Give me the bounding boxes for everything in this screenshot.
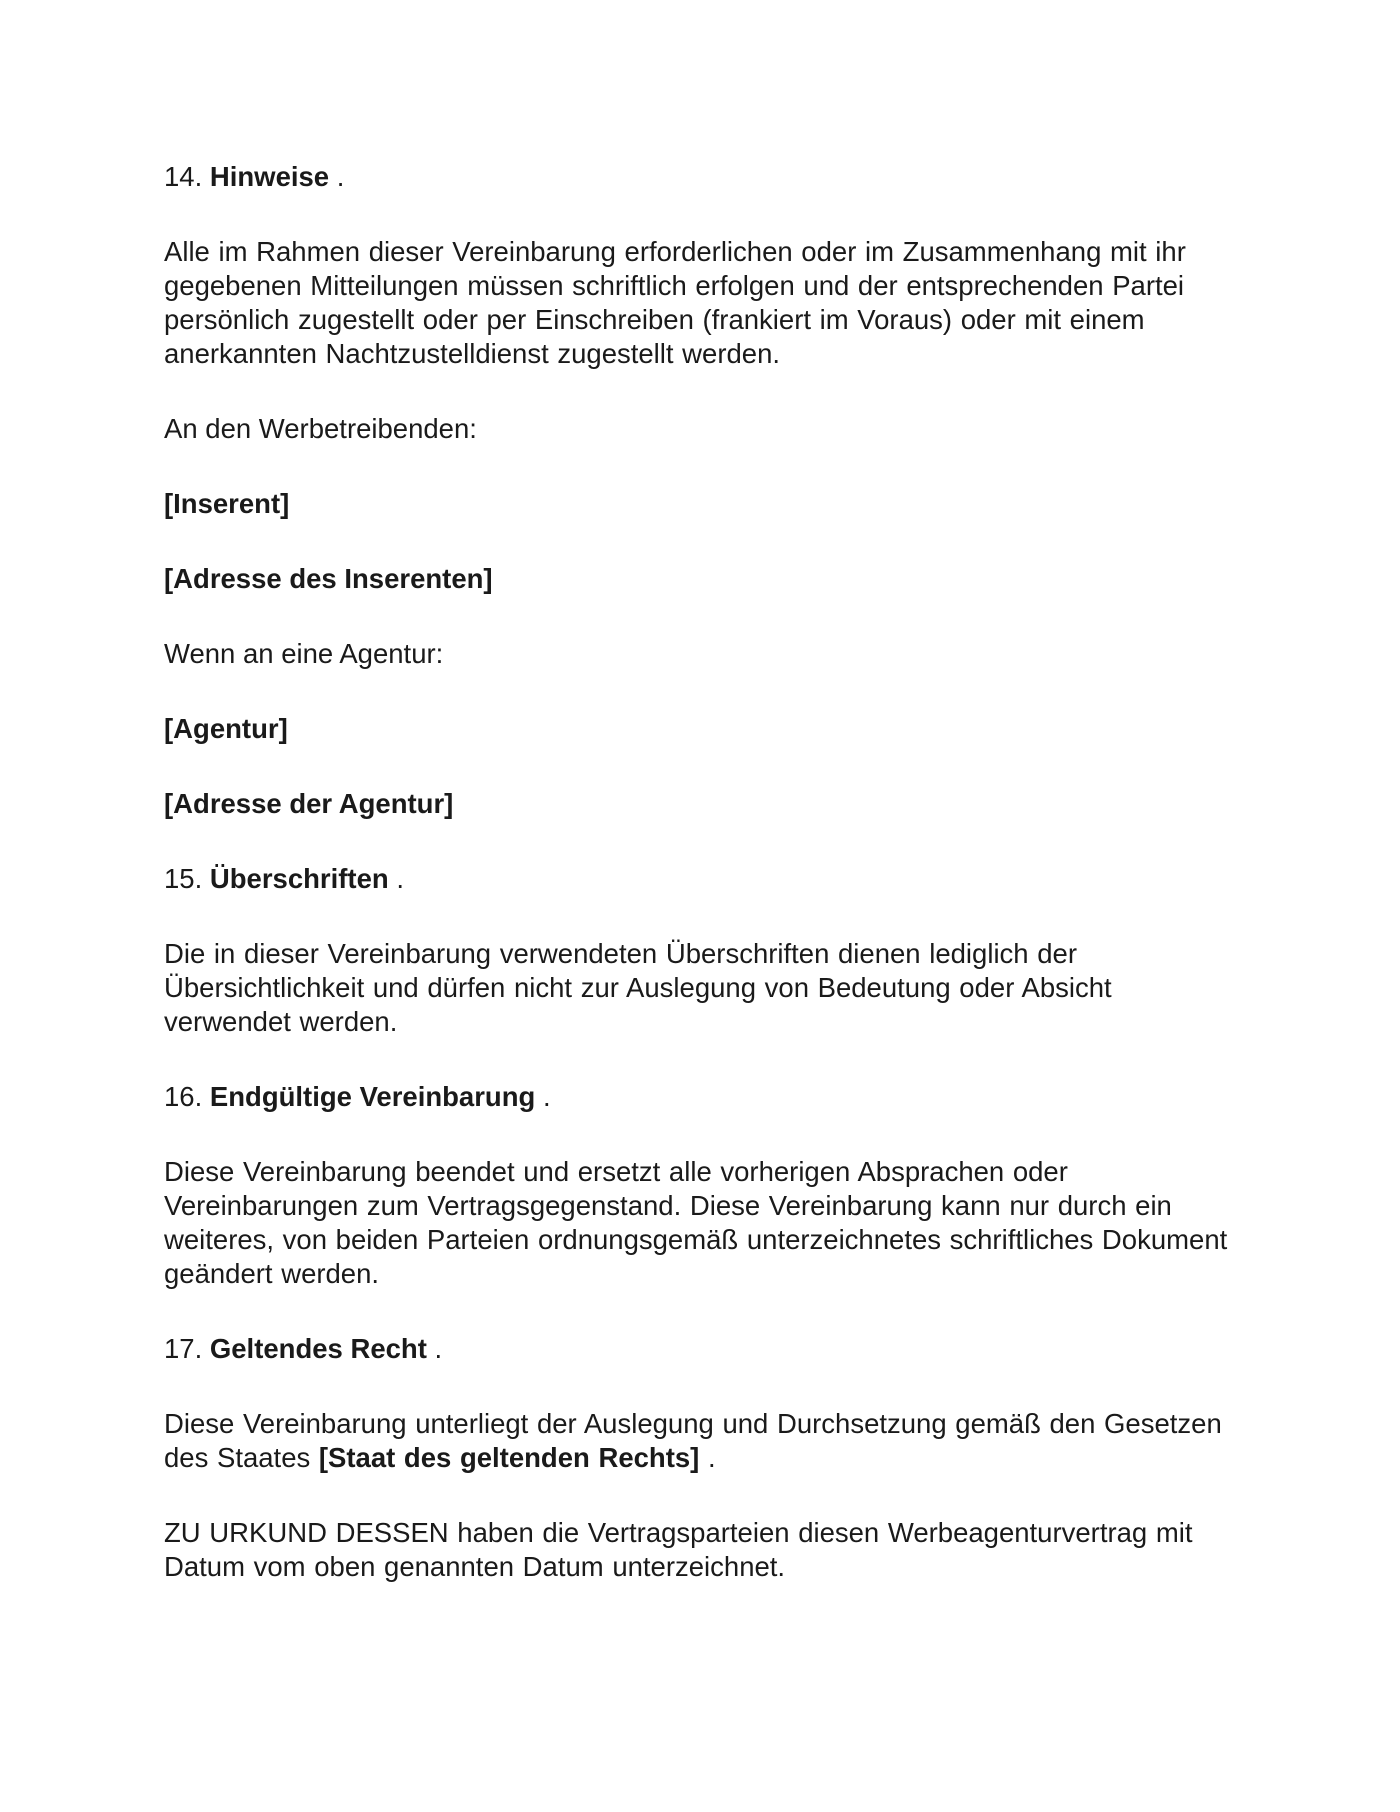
section-16-text: Diese Vereinbarung beendet und ersetzt alle vorherigen Absprachen oder Vereinbarungen zum Vertragsgegenstand. Diese Vereinbarung kann nur durch ein weiteres, von beiden Parteien ordnungsgemäß unterzeichnetes schriftliches Dokument geändert werden. — [164, 1156, 1228, 1289]
advertiser-address-placeholder: [Adresse des Inserenten] — [164, 563, 493, 594]
section-dot: . — [396, 863, 404, 894]
section-number: 17. — [164, 1333, 203, 1364]
advertiser-name-placeholder: [Inserent] — [164, 488, 290, 519]
agency-address-placeholder: [Adresse der Agentur] — [164, 788, 454, 819]
section-17-heading — [164, 1332, 1244, 1366]
agency-intro: Wenn an eine Agentur: — [164, 638, 444, 669]
governing-law-dot: . — [707, 1442, 716, 1473]
section-17-text — [164, 1407, 1244, 1475]
section-dot: . — [542, 1081, 551, 1112]
closing-statement: ZU URKUND DESSEN haben die Vertragsparteien diesen Werbeagenturvertrag mit Datum vom oben genannten Datum unterzeichnet. — [164, 1517, 1193, 1582]
section-title: Geltendes Recht — [209, 1333, 427, 1364]
section-number: 16. — [164, 1081, 203, 1112]
section-title: Endgültige Vereinbarung — [209, 1081, 536, 1112]
agency-name-placeholder: [Agentur] — [164, 713, 288, 744]
section-15-text: Die in dieser Vereinbarung verwendeten Überschriften dienen lediglich der Übersichtlichkeit und dürfen nicht zur Auslegung von Bedeutung oder Absicht verwendet werden. — [164, 938, 1112, 1037]
section-dot: . — [434, 1333, 443, 1364]
section-number: 14. — [164, 161, 203, 192]
section-15-heading — [164, 862, 1244, 896]
document-page — [164, 160, 1244, 1625]
governing-law-text: Diese Vereinbarung unterliegt der Auslegung und Durchsetzung gemäß den Gesetzen des Staates — [164, 1408, 1222, 1473]
section-14-heading — [164, 160, 1244, 194]
advertiser-intro: An den Werbetreibenden: — [164, 413, 477, 444]
section-14-text: Alle im Rahmen dieser Vereinbarung erforderlichen oder im Zusammenhang mit ihr gegebenen Mitteilungen müssen schriftlich erfolgen und der entsprechenden Partei persönlich zugestellt oder per Einschreiben (frankiert im Voraus) oder mit einem anerkannten Nachtzustelldienst zugestellt werden. — [164, 236, 1186, 369]
section-16-heading — [164, 1080, 1244, 1114]
section-dot: . — [336, 161, 345, 192]
section-title: Überschriften — [209, 863, 389, 894]
governing-law-state-placeholder: [Staat des geltenden Rechts] — [318, 1442, 700, 1473]
section-number: 15. — [164, 863, 203, 894]
section-title: Hinweise — [209, 161, 330, 192]
